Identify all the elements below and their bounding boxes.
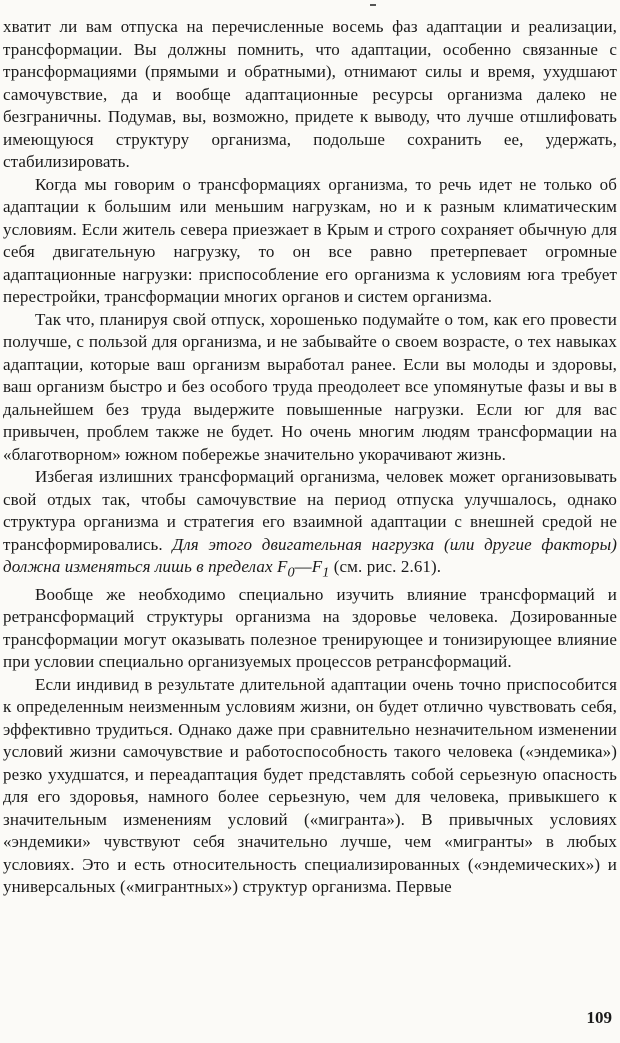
formula-letter: F [311, 557, 323, 576]
paragraph: Когда мы говорим о трансформациях организма, то речь идет не только об адаптации к большим или меньшим нагрузкам, но и к разным климатическим условиям. Если житель севера приезжает в Крым и строго сохраняет обычную для себя двигательную нагрузку, то он все равно претерпевает огромные адаптационные нагрузки: приспособление его организма к условиям юга требует перестройки, трансформации многих органов и систем организма. [3, 174, 617, 306]
paragraph: Вообще же необходимо специально изучить влияние трансформаций и ретрансформаций структуры организма на здоровье человека. Дозированные трансформации могут оказывать полезное тренирующее и тонизирующее влияние при условии специально организуемых процессов ретрансформаций. [3, 584, 617, 672]
formula-letter: F [276, 557, 288, 576]
paragraph [3, 466, 617, 584]
page-number: 109 [586, 1008, 612, 1027]
print-mark [370, 4, 376, 6]
paragraph-text: Избегая излишних трансформаций организма, человек может организовывать свой отдых так, чтобы самочувствие на период отпуска улучшалось, однако структура организма и стратегия его взаимной адаптации с внешней средой не трансформировались. [3, 467, 617, 554]
italic-text: Для этого двигательная нагрузка (или другие факторы) должна изменяться лишь в пределах [3, 534, 617, 576]
paragraph: хватит ли вам отпуска на перечисленные восемь фаз адаптации и реализации, трансформации. Вы должны помнить, что адаптации, особенно связанные с трансформациями (прямыми и обратными), отнимают силы и время, ухудшают самочувствие, да и вообще адаптационные ресурсы организма далеко не безграничны. Подумав, вы, возможно, придете к выводу, что лучше отшлифовать имеющуюся структуру организма, подольше сохранить ее, удержать, стабилизировать. [3, 17, 617, 171]
paragraph: Так что, планируя свой отпуск, хорошенько подумайте о том, как его провести получше, с пользой для организма, и не забывайте о своем возрасте, о тех навыках адаптации, которые ваш организм выработал ранее. Если вы молоды и здоровы, ваш организм быстро и без особого труда преодолеет все упомянутые фазы и вы в дальнейшем без труда выдержите повышенные нагрузки. Если юг для вас привычен, проблем также не будет. Но очень многим людям трансформации на «благотворном» южном побережье значительно укорачивают жизнь. [3, 309, 617, 464]
formula-subscript: 0 [287, 564, 295, 581]
formula-f1 [311, 557, 330, 581]
paragraph: Если индивид в результате длительной адаптации очень точно приспособится к определенным неизменным условиям жизни, он будет отлично чувствовать себя, эффективно трудиться. Однако даже при сравнительно незначительном изменении условий жизни самочувствие и работоспособность такого человека («эндемика») резко ухудшатся, и переадаптация будет представлять собой серьезную опасность для его здоровья, намного более серьезную, чем для человека, привыкшего к значительным изменениям условий («мигранта»). В привычных условиях «эндемики» чувствуют себя значительно лучше, чем «мигранты» в любых условиях. Это и есть относительность специализированных («эндемических») и универсальных («мигрантных») структур организма. Первые [3, 674, 617, 897]
formula-f0 [276, 557, 295, 581]
formula-subscript: 1 [322, 564, 330, 581]
figure-reference: (см. рис. 2.61). [329, 557, 442, 576]
body-text [3, 16, 617, 899]
formula-dash: — [294, 557, 312, 576]
